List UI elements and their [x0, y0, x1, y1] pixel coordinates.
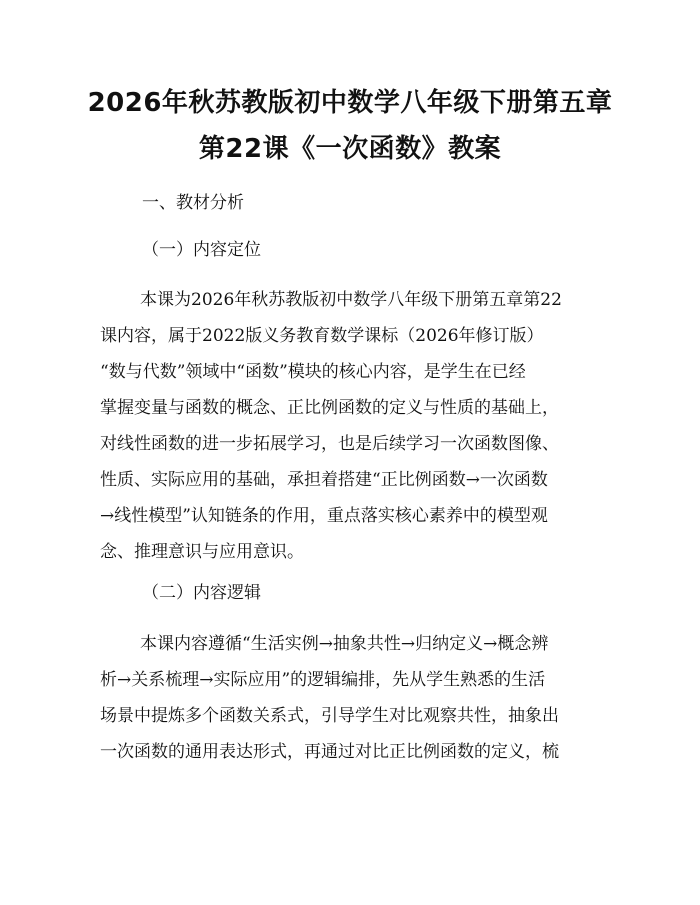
- paragraph-line: 析→关系梳理→实际应用”的逻辑编排，先从学生熟悉的生活: [100, 670, 546, 690]
- paragraph-line: 对线性函数的进一步拓展学习，也是后续学习一次函数图像、: [100, 434, 559, 454]
- paragraph-line: 场景中提炼多个函数关系式，引导学生对比观察共性，抽象出: [100, 706, 559, 726]
- subsection-heading-content-logic: （二）内容逻辑: [142, 583, 261, 603]
- paragraph-content-positioning: [100, 282, 600, 570]
- paragraph-line: 本课为2026年秋苏教版初中数学八年级下册第五章第22: [140, 290, 562, 310]
- paragraph-line: 一次函数的通用表达形式，再通过对比正比例函数的定义，梳: [100, 742, 559, 762]
- paragraph-line: 性质、实际应用的基础，承担着搭建“正比例函数→一次函数: [100, 470, 548, 490]
- paragraph-line: →线性模型”认知链条的作用，重点落实核心素养中的模型观: [100, 506, 548, 526]
- paragraph-line: “数与代数”领域中“函数”模块的核心内容，是学生在已经: [100, 362, 526, 382]
- document-title-line-1: 2026年秋苏教版初中数学八年级下册第五章: [87, 88, 613, 118]
- paragraph-line: 掌握变量与函数的概念、正比例函数的定义与性质的基础上，: [100, 398, 559, 418]
- subsection-heading-content-positioning: （一）内容定位: [142, 240, 261, 260]
- paragraph-line: 本课内容遵循“生活实例→抽象共性→归纳定义→概念辨: [140, 634, 549, 654]
- paragraph-line: 念、推理意识与应用意识。: [100, 542, 304, 562]
- paragraph-content-logic: [100, 626, 600, 770]
- paragraph-line: 课内容，属于2022版义务教育数学课标（2026年修订版）: [100, 326, 544, 346]
- section-heading-teaching-material-analysis: 一、教材分析: [142, 193, 244, 213]
- document-title-line-2: 第22课《一次函数》教案: [198, 134, 502, 164]
